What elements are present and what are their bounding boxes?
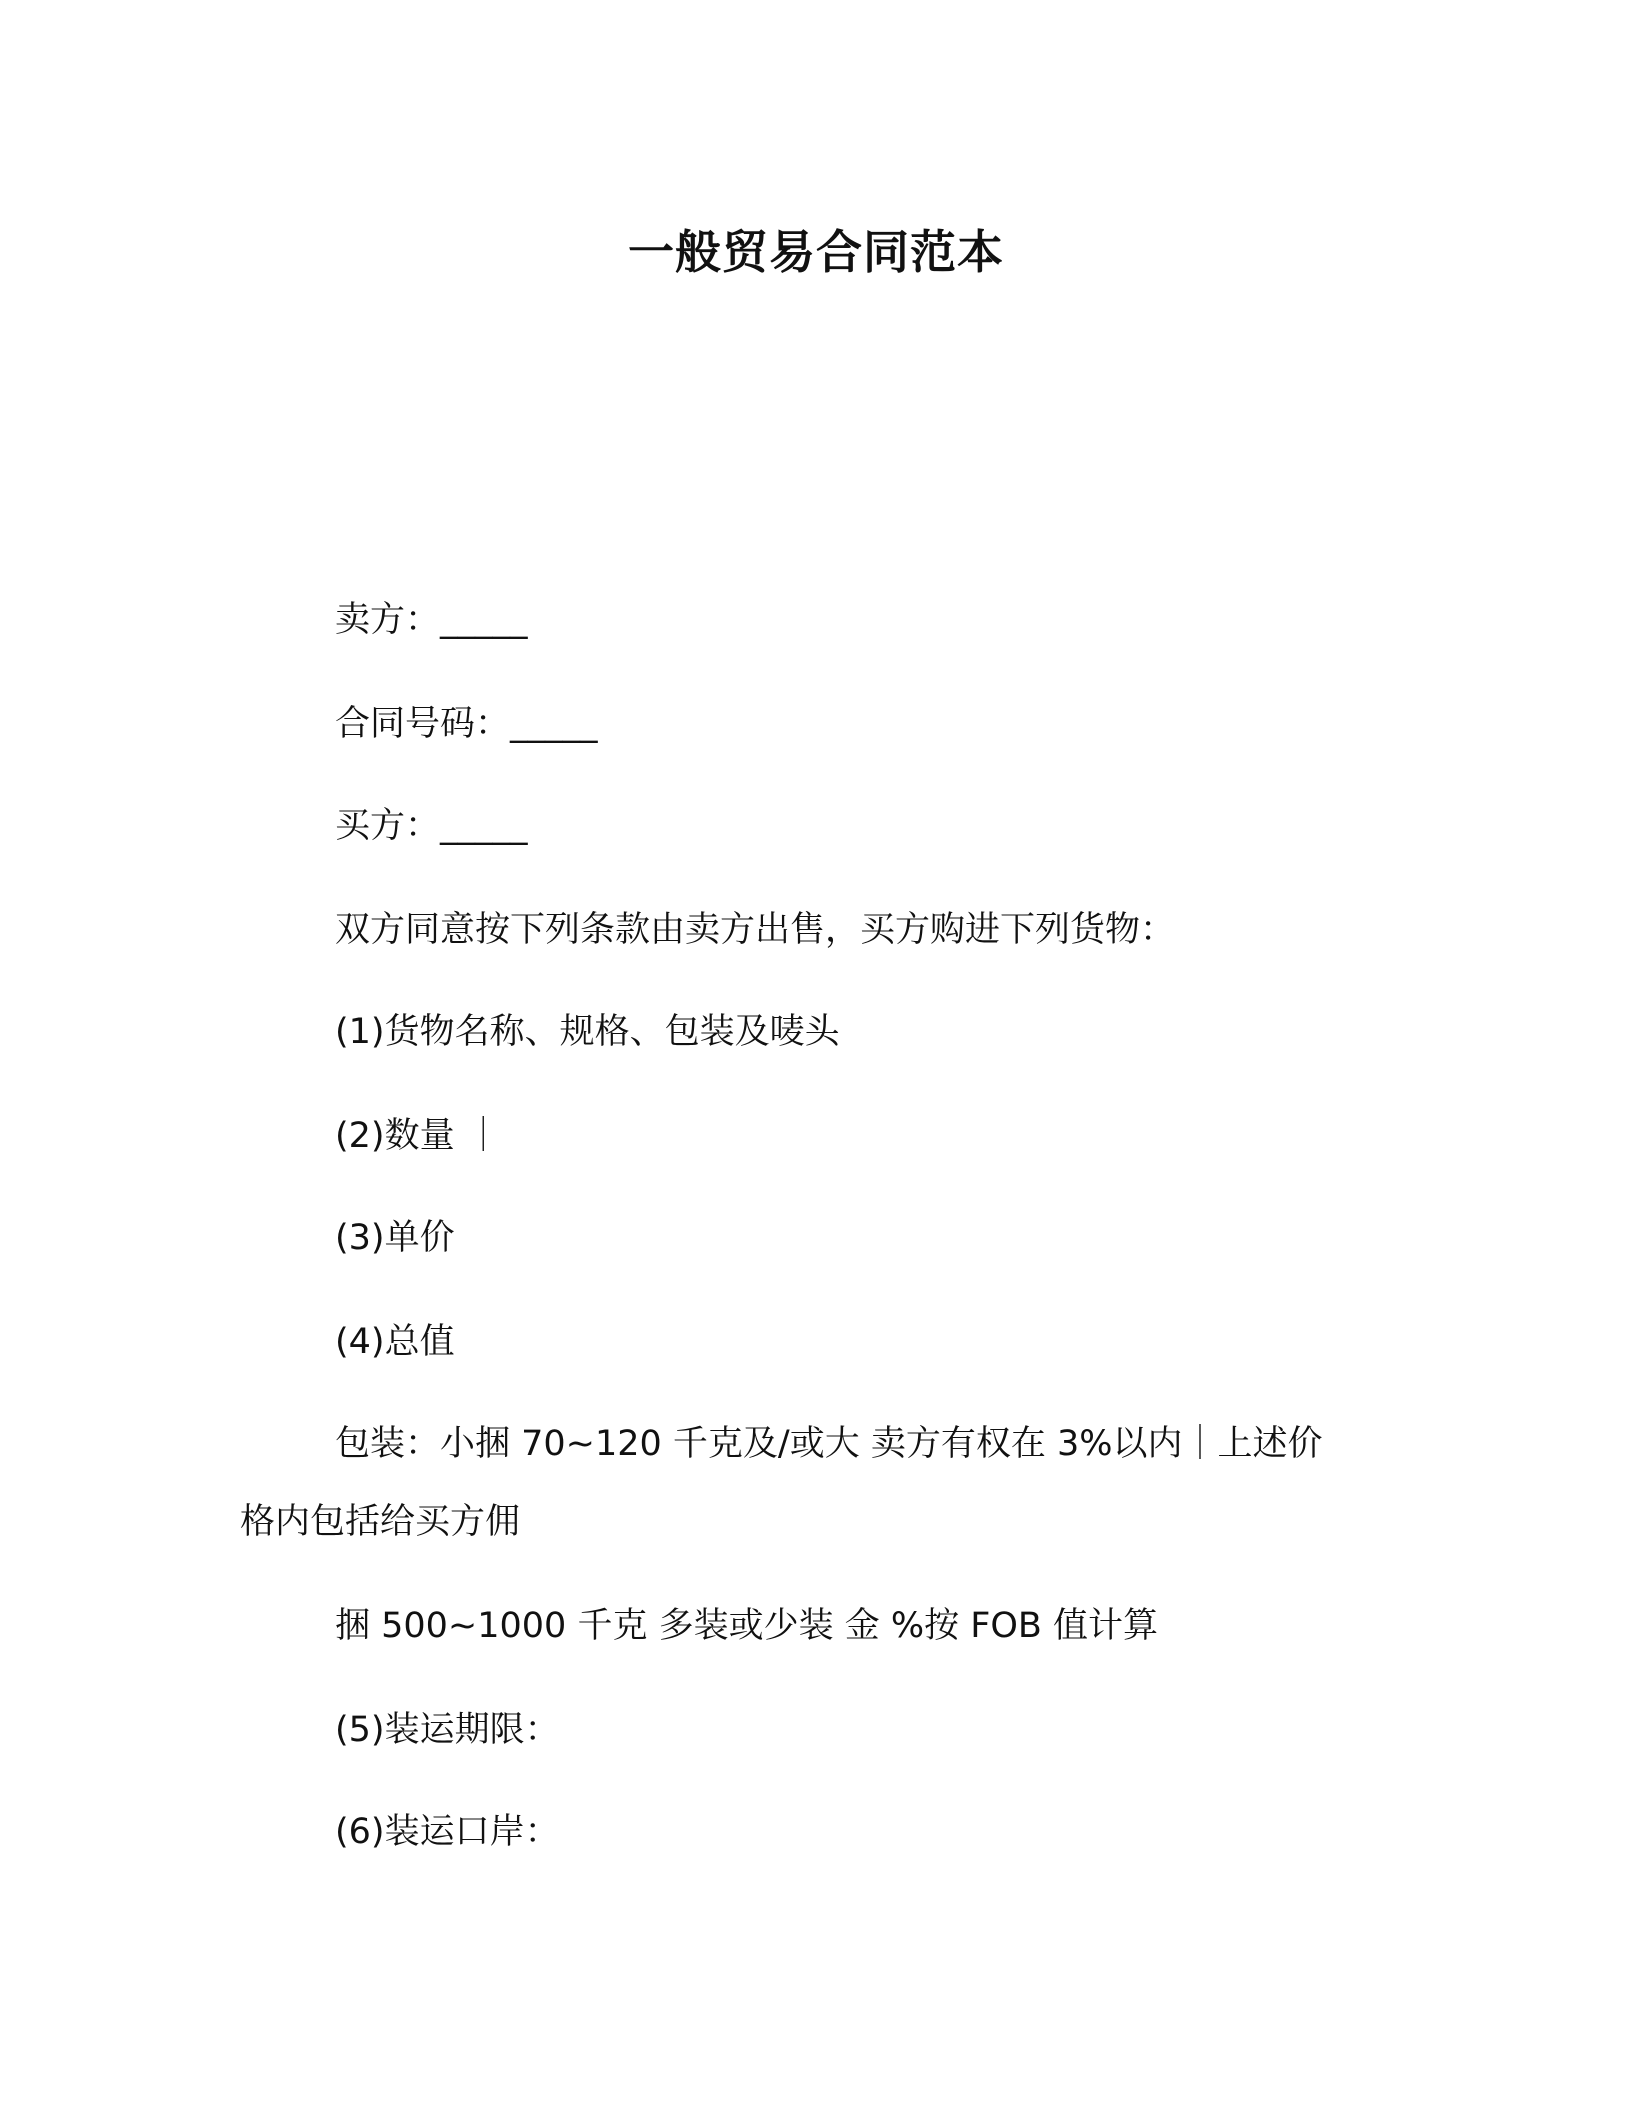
clause-unit-price: (3)单价 [335, 1218, 455, 1258]
seller-line: 卖方：_____ [335, 600, 528, 640]
packing-line-1: 包装：小捆 70~120 千克及/或大 卖方有权在 3%以内｜上述价 [335, 1424, 1323, 1464]
clause-shipment-port: (6)装运口岸： [335, 1812, 560, 1852]
clause-shipment-time: (5)装运期限： [335, 1710, 560, 1750]
agreement-line: 双方同意按下列条款由卖方出售，买方购进下列货物： [335, 910, 1176, 950]
document-title: 一般贸易合同范本 [628, 225, 1004, 279]
packing-line-3: 捆 500~1000 千克 多装或少装 金 %按 FOB 值计算 [335, 1606, 1159, 1646]
contract-number-line: 合同号码：_____ [335, 704, 598, 744]
clause-total-value: (4)总值 [335, 1322, 455, 1362]
buyer-line: 买方：_____ [335, 806, 528, 846]
clause-goods-name: (1)货物名称、规格、包装及唛头 [335, 1012, 840, 1052]
packing-line-2: 格内包括给买方佣 [240, 1502, 521, 1542]
clause-quantity: (2)数量 ｜ [335, 1116, 501, 1156]
